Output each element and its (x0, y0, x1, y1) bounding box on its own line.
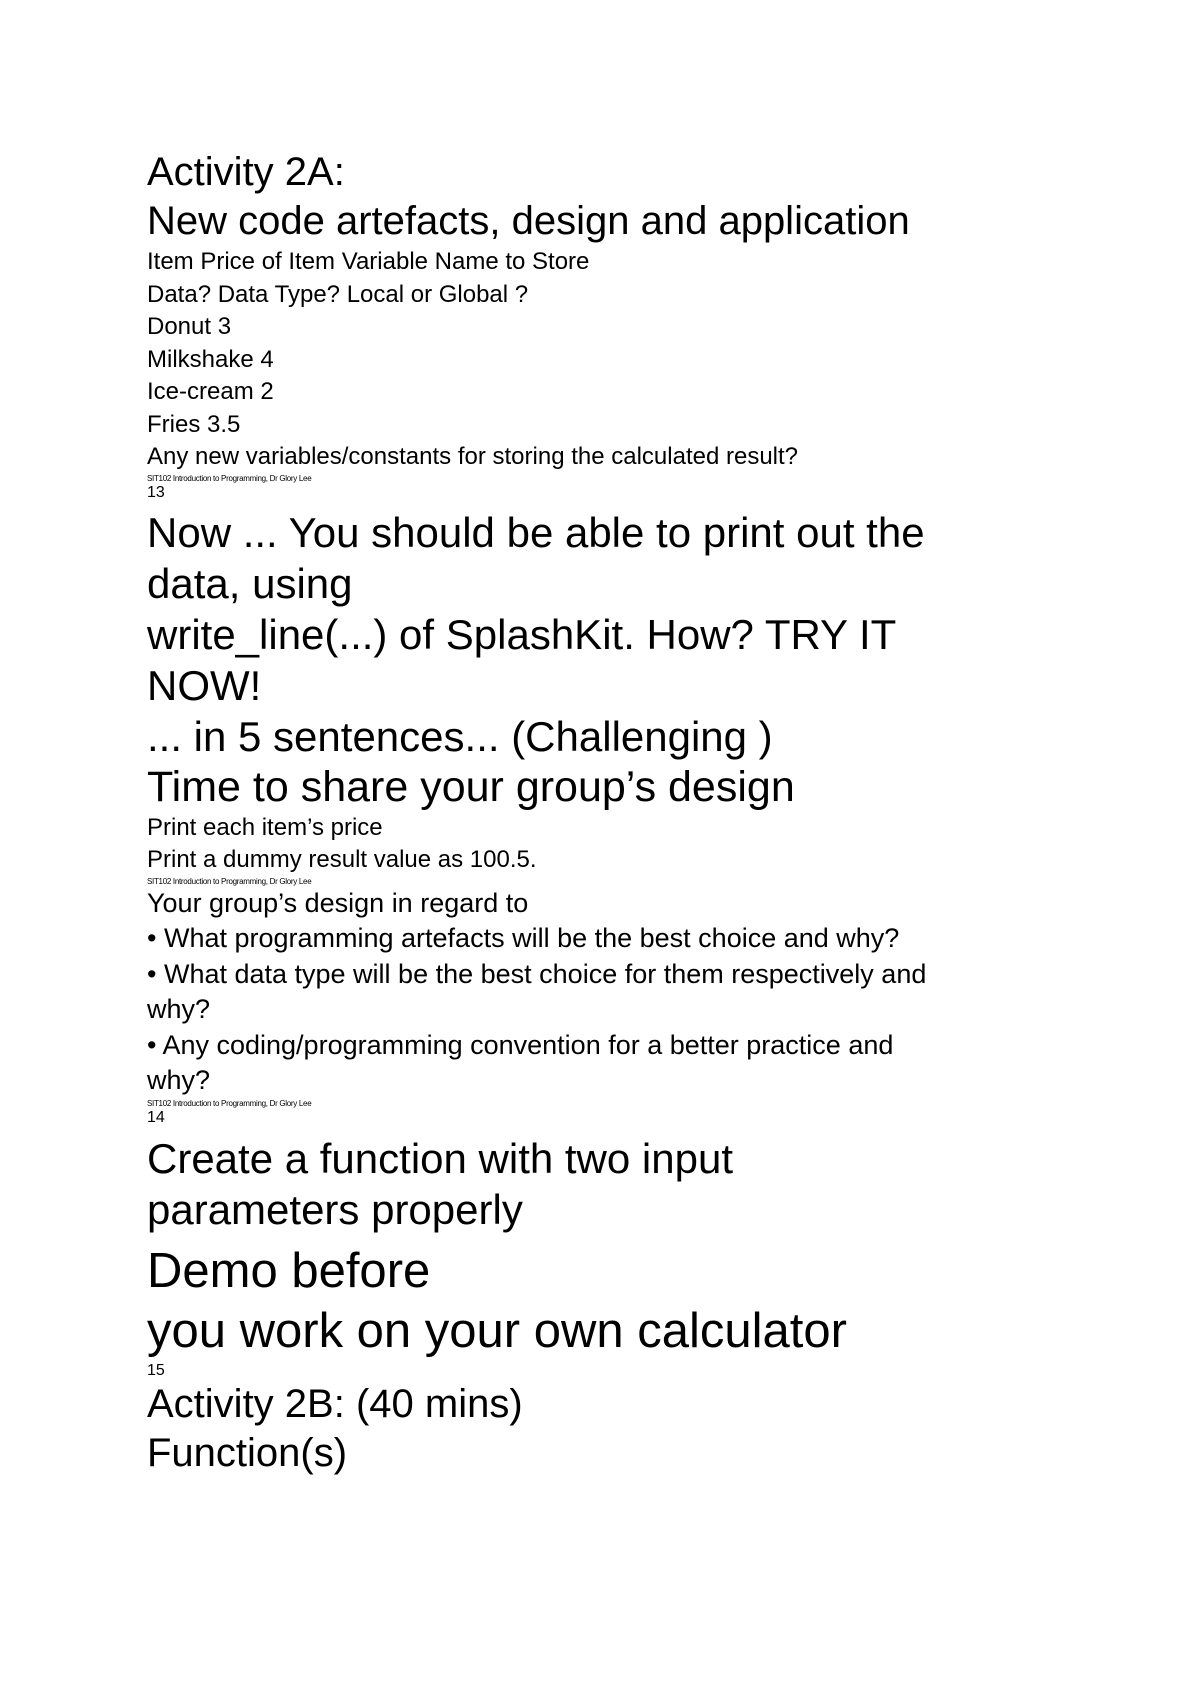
design-bullet-2-cont: why? (147, 994, 211, 1024)
question-line: Any new variables/constants for storing the calculated result? (147, 443, 799, 470)
item-milkshake: Milkshake 4 (147, 345, 274, 373)
activity-2b-title: Activity 2B: (40 mins) (147, 1381, 523, 1426)
print-dummy-line: Print a dummy result value as 100.5. (147, 846, 537, 873)
demo-line-1: Demo before (147, 1243, 431, 1298)
slide-footer: SIT102 Introduction to Programming, Dr Glory Lee (147, 473, 312, 483)
table-header-line-2: Data? Data Type? Local or Global ? (147, 280, 529, 308)
instruction-line-1: Now ... You should be able to print out the (147, 508, 925, 556)
page-number: 14 (147, 1108, 165, 1126)
design-bullet-1: • What programming artefacts will be the best choice and why? (147, 923, 900, 953)
design-body-line-1: Your group’s design in regard to (147, 887, 529, 918)
print-price-line: Print each item’s price (147, 813, 383, 841)
document-page (147, 148, 1087, 1478)
page-number: 13 (147, 483, 165, 501)
function-task-line-1: Create a function with two input (147, 1134, 733, 1182)
instruction-line-5: ... in 5 sentences... (Challenging ) (147, 712, 773, 760)
function-task-line-2: parameters properly (147, 1185, 523, 1233)
slide-footer: SIT102 Introduction to Programming, Dr Glory Lee (147, 1098, 312, 1108)
demo-line-2: you work on your own calculator (147, 1303, 847, 1358)
design-bullet-3: • Any coding/programming convention for a better practice and (147, 1029, 894, 1060)
design-bullet-3-cont: why? (147, 1065, 211, 1095)
instruction-line-2: data, using (147, 559, 353, 607)
share-design-title: Time to share your group’s design (147, 762, 795, 811)
item-donut: Donut 3 (147, 313, 232, 340)
table-header-line-1: Item Price of Item Variable Name to Store (147, 248, 590, 275)
slide-footer: SIT102 Introduction to Programming, Dr Glory Lee (147, 876, 312, 886)
activity-2a-title: Activity 2A: (147, 150, 345, 194)
item-ice-cream: Ice-cream 2 (147, 378, 274, 405)
page-number: 15 (147, 1361, 165, 1379)
item-fries: Fries 3.5 (147, 410, 241, 438)
activity-2b-subtitle: Function(s) (147, 1430, 348, 1475)
activity-2a-subtitle: New code artefacts, design and application (147, 199, 910, 243)
design-bullet-2: • What data type will be the best choice for them respectively and (147, 958, 927, 989)
instruction-line-4: NOW! (147, 661, 262, 709)
instruction-line-3: write_line(...) of SplashKit. How? TRY IT (147, 610, 897, 658)
